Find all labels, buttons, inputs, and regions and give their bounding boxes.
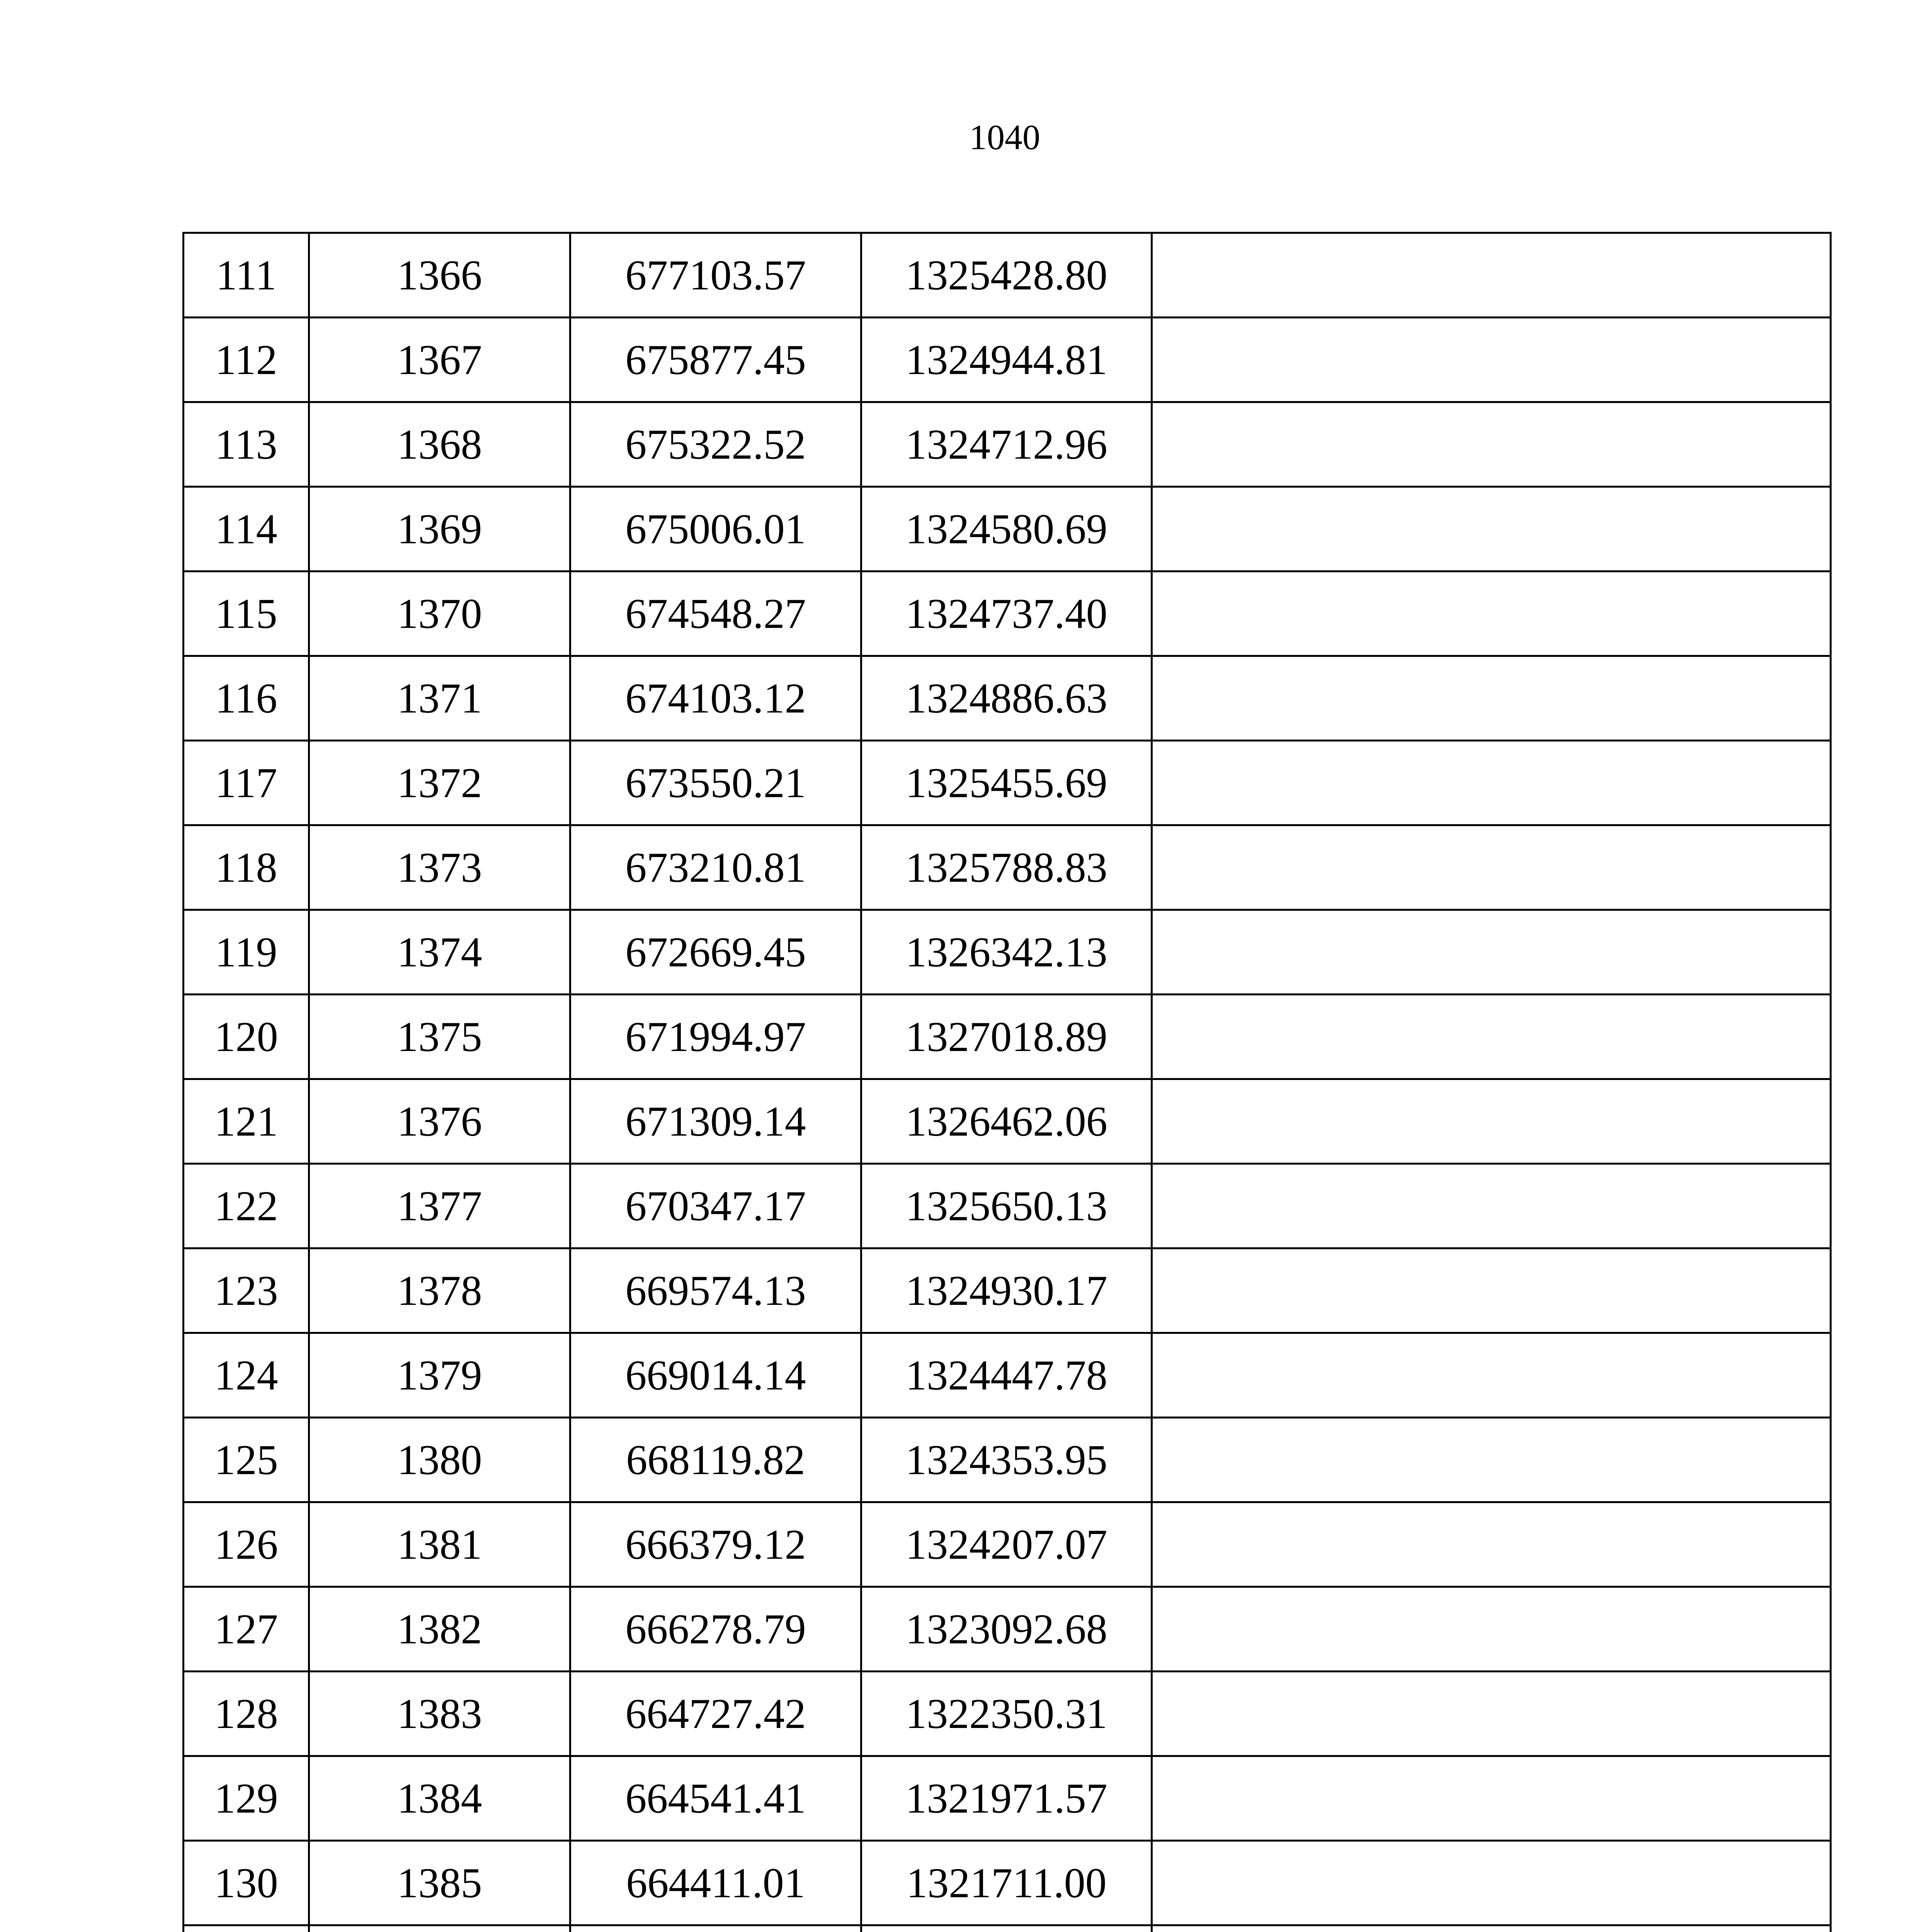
- cell-x-coordinate: 672669.45: [570, 910, 861, 995]
- cell-y-coordinate: 1324580.69: [861, 487, 1152, 571]
- cell-y-coordinate: 1321971.57: [861, 1756, 1152, 1841]
- cell-x-coordinate: 669574.13: [570, 1248, 861, 1333]
- cell-row-number: 113: [184, 402, 309, 487]
- cell-point-id: [309, 1925, 570, 1932]
- cell-point-id: 1380: [309, 1418, 570, 1502]
- cell-row-number: 119: [184, 910, 309, 995]
- cell-y-coordinate: 1322350.31: [861, 1672, 1152, 1756]
- cell-point-id: 1385: [309, 1841, 570, 1925]
- cell-point-id: 1376: [309, 1079, 570, 1164]
- table-row: [184, 1418, 1831, 1502]
- cell-y-coordinate: 1321711.00: [861, 1841, 1152, 1925]
- cell-y-coordinate: 1324353.95: [861, 1418, 1152, 1502]
- table-row: [184, 1248, 1831, 1333]
- cell-x-coordinate: 669014.14: [570, 1333, 861, 1418]
- cell-y-coordinate: 1326462.06: [861, 1079, 1152, 1164]
- cell-row-number: 112: [184, 318, 309, 402]
- cell-y-coordinate: 1324886.63: [861, 656, 1152, 741]
- table-row: [184, 402, 1831, 487]
- table-row: [184, 487, 1831, 571]
- cell-y-coordinate: 1325428.80: [861, 233, 1152, 318]
- cell-row-number: 116: [184, 656, 309, 741]
- cell-row-number: 127: [184, 1587, 309, 1672]
- table-row: [184, 1502, 1831, 1587]
- table-row: [184, 1925, 1831, 1932]
- table-row: [184, 1672, 1831, 1756]
- cell-point-id: 1377: [309, 1164, 570, 1248]
- cell-y-coordinate: 1324944.81: [861, 318, 1152, 402]
- cell-x-coordinate: [570, 1925, 861, 1932]
- cell-note: [1152, 1672, 1831, 1756]
- cell-point-id: 1374: [309, 910, 570, 995]
- cell-point-id: 1367: [309, 318, 570, 402]
- cell-note: [1152, 487, 1831, 571]
- cell-y-coordinate: 1327018.89: [861, 995, 1152, 1079]
- cell-note: [1152, 1079, 1831, 1164]
- cell-row-number: [184, 1925, 309, 1932]
- cell-x-coordinate: 664411.01: [570, 1841, 861, 1925]
- cell-x-coordinate: 675322.52: [570, 402, 861, 487]
- table-row: [184, 1587, 1831, 1672]
- cell-y-coordinate: 1324207.07: [861, 1502, 1152, 1587]
- cell-note: [1152, 571, 1831, 656]
- cell-x-coordinate: 664727.42: [570, 1672, 861, 1756]
- table-row: [184, 1333, 1831, 1418]
- cell-row-number: 128: [184, 1672, 309, 1756]
- cell-point-id: 1370: [309, 571, 570, 656]
- table-row: [184, 571, 1831, 656]
- cell-row-number: 114: [184, 487, 309, 571]
- cell-note: [1152, 1925, 1831, 1932]
- table-row: [184, 995, 1831, 1079]
- cell-x-coordinate: 675006.01: [570, 487, 861, 571]
- cell-y-coordinate: 1324712.96: [861, 402, 1152, 487]
- cell-note: [1152, 656, 1831, 741]
- cell-note: [1152, 1587, 1831, 1672]
- coordinates-table: [182, 232, 1832, 1932]
- cell-row-number: 129: [184, 1756, 309, 1841]
- cell-point-id: 1384: [309, 1756, 570, 1841]
- cell-row-number: 121: [184, 1079, 309, 1164]
- cell-note: [1152, 995, 1831, 1079]
- cell-x-coordinate: 674548.27: [570, 571, 861, 656]
- cell-note: [1152, 1333, 1831, 1418]
- cell-y-coordinate: 1324930.17: [861, 1248, 1152, 1333]
- table-row: [184, 741, 1831, 825]
- table-row: [184, 1841, 1831, 1925]
- cell-note: [1152, 1756, 1831, 1841]
- table-row: [184, 1756, 1831, 1841]
- cell-x-coordinate: 674103.12: [570, 656, 861, 741]
- cell-row-number: 126: [184, 1502, 309, 1587]
- table-row: [184, 910, 1831, 995]
- cell-note: [1152, 741, 1831, 825]
- cell-note: [1152, 1418, 1831, 1502]
- table-row: [184, 825, 1831, 910]
- cell-x-coordinate: 677103.57: [570, 233, 861, 318]
- cell-row-number: 118: [184, 825, 309, 910]
- cell-x-coordinate: 668119.82: [570, 1418, 861, 1502]
- cell-point-id: 1368: [309, 402, 570, 487]
- cell-point-id: 1372: [309, 741, 570, 825]
- cell-x-coordinate: 666278.79: [570, 1587, 861, 1672]
- table-row: [184, 656, 1831, 741]
- table-row: [184, 233, 1831, 318]
- cell-note: [1152, 318, 1831, 402]
- cell-point-id: 1371: [309, 656, 570, 741]
- page-number: 1040: [969, 117, 1040, 157]
- cell-x-coordinate: 673210.81: [570, 825, 861, 910]
- cell-note: [1152, 233, 1831, 318]
- cell-note: [1152, 1164, 1831, 1248]
- cell-note: [1152, 910, 1831, 995]
- cell-point-id: 1382: [309, 1587, 570, 1672]
- cell-y-coordinate: 1325650.13: [861, 1164, 1152, 1248]
- cell-x-coordinate: 670347.17: [570, 1164, 861, 1248]
- cell-note: [1152, 1841, 1831, 1925]
- cell-point-id: 1375: [309, 995, 570, 1079]
- cell-y-coordinate: 1326342.13: [861, 910, 1152, 995]
- cell-row-number: 122: [184, 1164, 309, 1248]
- cell-y-coordinate: [861, 1925, 1152, 1932]
- cell-x-coordinate: 664541.41: [570, 1756, 861, 1841]
- cell-row-number: 125: [184, 1418, 309, 1502]
- cell-x-coordinate: 671309.14: [570, 1079, 861, 1164]
- cell-x-coordinate: 675877.45: [570, 318, 861, 402]
- cell-note: [1152, 825, 1831, 910]
- cell-note: [1152, 1502, 1831, 1587]
- table-body: [184, 233, 1831, 1932]
- cell-y-coordinate: 1324447.78: [861, 1333, 1152, 1418]
- cell-x-coordinate: 666379.12: [570, 1502, 861, 1587]
- cell-note: [1152, 1248, 1831, 1333]
- cell-x-coordinate: 673550.21: [570, 741, 861, 825]
- cell-row-number: 115: [184, 571, 309, 656]
- cell-y-coordinate: 1325455.69: [861, 741, 1152, 825]
- cell-point-id: 1369: [309, 487, 570, 571]
- cell-row-number: 123: [184, 1248, 309, 1333]
- table-row: [184, 1079, 1831, 1164]
- cell-note: [1152, 402, 1831, 487]
- cell-point-id: 1378: [309, 1248, 570, 1333]
- cell-point-id: 1373: [309, 825, 570, 910]
- cell-row-number: 111: [184, 233, 309, 318]
- table-row: [184, 318, 1831, 402]
- cell-row-number: 130: [184, 1841, 309, 1925]
- cell-point-id: 1379: [309, 1333, 570, 1418]
- cell-row-number: 117: [184, 741, 309, 825]
- cell-y-coordinate: 1324737.40: [861, 571, 1152, 656]
- cell-x-coordinate: 671994.97: [570, 995, 861, 1079]
- cell-point-id: 1366: [309, 233, 570, 318]
- cell-y-coordinate: 1323092.68: [861, 1587, 1152, 1672]
- cell-point-id: 1383: [309, 1672, 570, 1756]
- cell-row-number: 120: [184, 995, 309, 1079]
- cell-row-number: 124: [184, 1333, 309, 1418]
- cell-y-coordinate: 1325788.83: [861, 825, 1152, 910]
- table-row: [184, 1164, 1831, 1248]
- cell-point-id: 1381: [309, 1502, 570, 1587]
